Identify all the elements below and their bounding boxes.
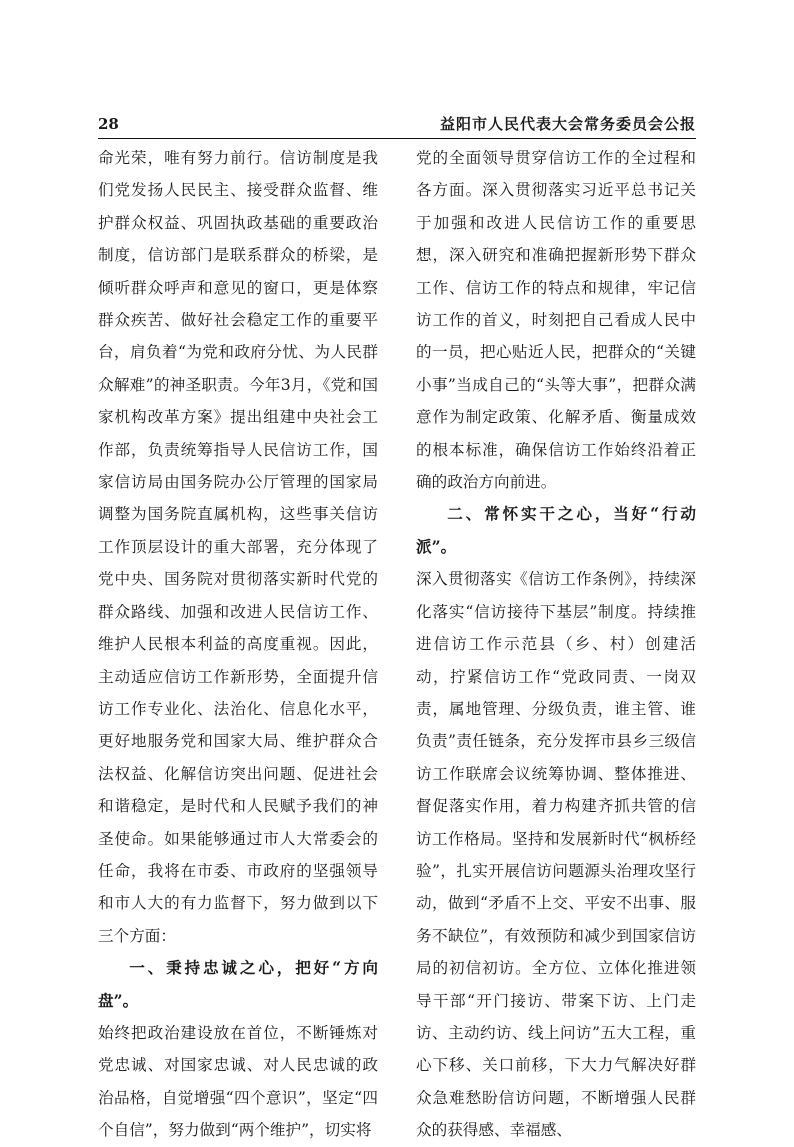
right-column: [416, 142, 696, 1147]
body-paragraph: 党的全面领导贯穿信访工作的全过程和各方面。深入贯彻落实习近平总书记关于加强和改进人民信访工作的重要思想，深入研究和准确把握新形势下群众工作、信访工作的特点和规律，牢记信访工作的首义，时刻把自己看成人民中的一员，把心贴近人民，把群众的“关键小事”当成自己的“头等大事”，把群众满意作为制定政策、化解矛盾、衡量成效的根本标准，确保信访工作始终沿着正确的政治方向前进。: [416, 149, 696, 492]
section-heading: 一、秉持忠诚之心，把好“方向盘”。: [98, 958, 378, 1010]
journal-title: 益阳市人民代表大会常务委员会公报: [439, 115, 696, 133]
body-paragraph: 深入贯彻落实《信访工作条例》，持续深化落实“信访接待下基层”制度。持续推进信访工作示范县（乡、村）创建活动，拧紧信访工作“党政同责、一岗双责，属地管理、分级负责，谁主管、谁负责”责任链条，充分发挥市县乡三级信访工作联席会议统筹协调、整体推进、督促落实作用，着力构建齐抓共管的信访工作格局。坚持和发展新时代“枫桥经验”，扎实开展信访问题源头治理攻坚行动，做到“矛盾不上交、平安不出事、服务不缺位”，有效预防和减少到国家信访局的初信初访。全方位、立体化推进领导干部“开门接访、带案下访、上门走访、主动约访、线上问访”五大工程，重心下移、关口前移，下大力气解决好群众急难愁盼信访问题，不断增强人民群众的获得感、幸福感、: [416, 570, 696, 1140]
section-heading: 二、常怀实干之心，当好“行动派”。: [416, 504, 696, 556]
body-paragraph: 命光荣，唯有努力前行。信访制度是我们党发扬人民民主、接受群众监督、维护群众权益、巩固执政基础的重要政治制度，信访部门是联系群众的桥梁，是倾听群众呼声和意见的窗口，更是体察群众疾苦、做好社会稳定工作的重要平台，肩负着“为党和政府分忧、为人民群众解难”的神圣职责。今年3月，《党和国家机构改革方案》提出组建中央社会工作部，负责统筹指导人民信访工作，国家信访局由国务院办公厅管理的国家局调整为国务院直属机构，这些事关信访工作顶层设计的重大部署，充分体现了党中央、国务院对贯彻落实新时代党的群众路线、加强和改进人民信访工作、维护人民根本利益的高度重视。因此，主动适应信访工作新形势，全面提升信访工作专业化、法治化、信息化水平，更好地服务党和国家大局、维护群众合法权益、化解信访突出问题、促进社会和谐稳定，是时代和人民赋予我们的神圣使命。如果能够通过市人大常委会的任命，我将在市委、市政府的坚强领导和市人大的有力监督下，努力做到以下三个方面：: [98, 149, 378, 945]
page-header: [98, 113, 696, 137]
header-divider: [98, 138, 696, 139]
body-paragraph: 始终把政治建设放在首位，不断锤炼对党忠诚、对国家忠诚、对人民忠诚的政治品格，自觉增强“四个意识”，坚定“四个自信”，努力做到“两个维护”，切实将: [98, 1023, 378, 1140]
page-number: 28: [98, 115, 119, 133]
left-column: [98, 142, 378, 1147]
